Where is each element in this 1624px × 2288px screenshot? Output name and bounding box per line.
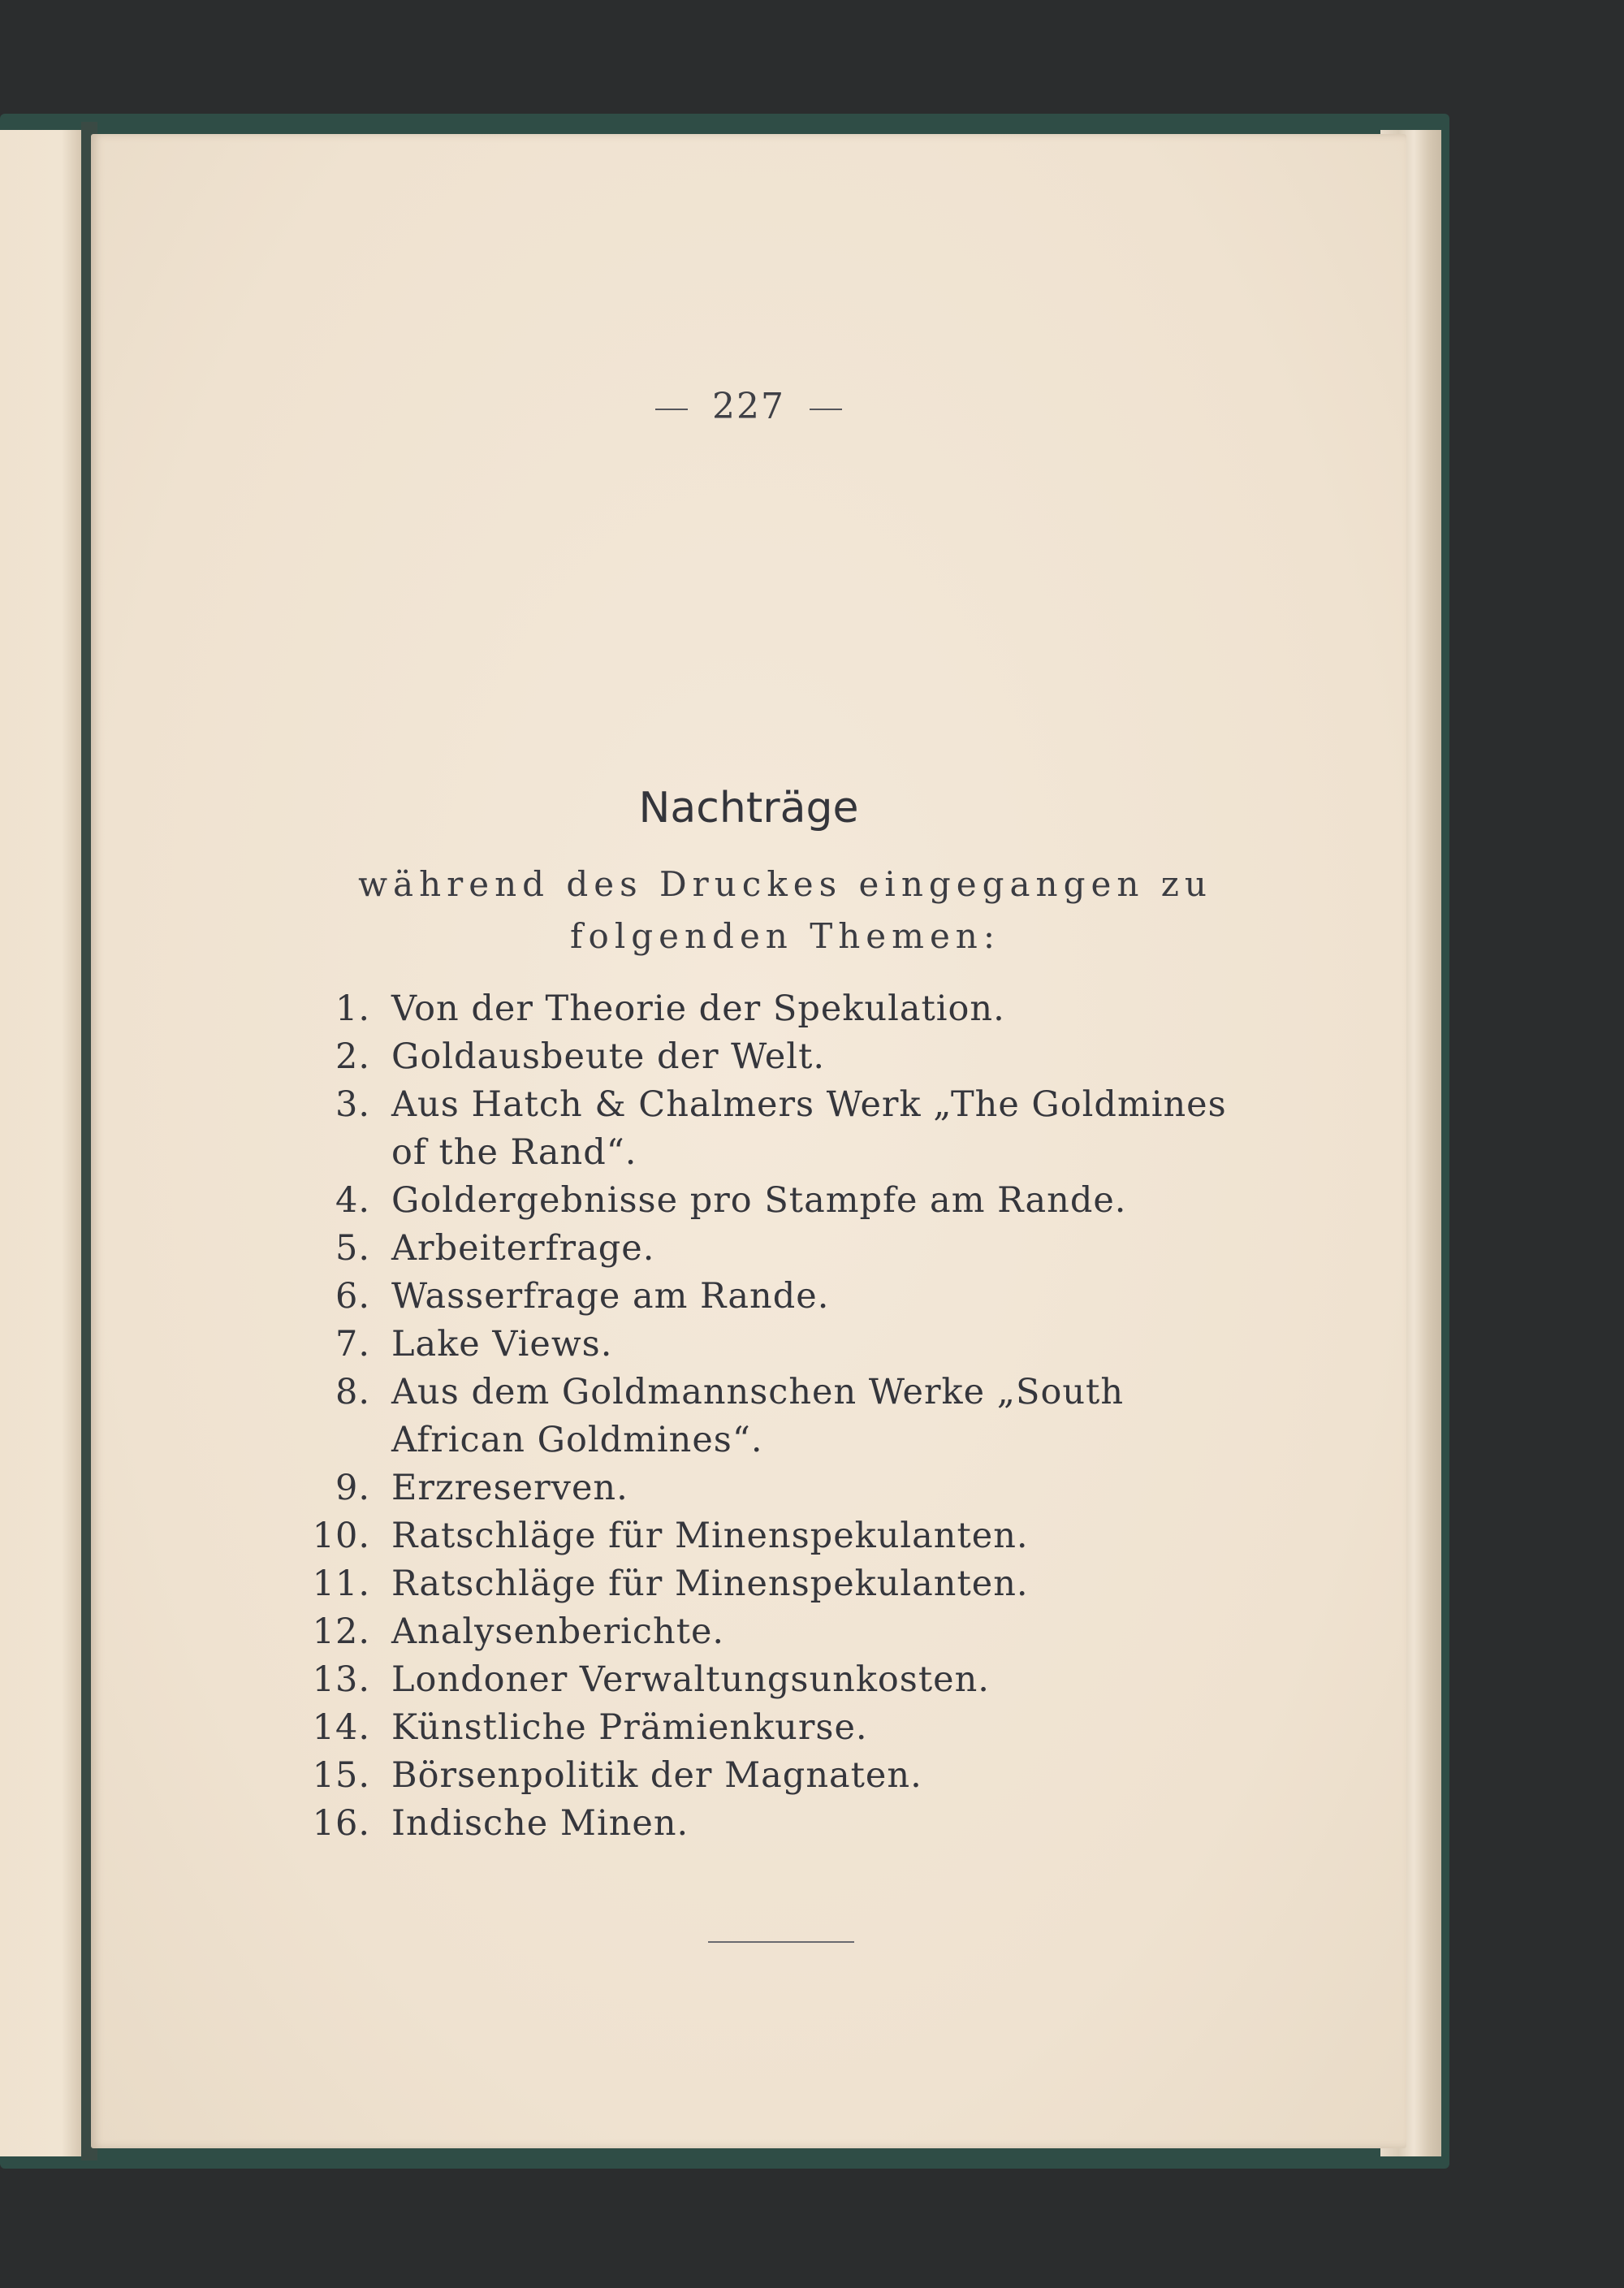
page-number — [91, 386, 1406, 427]
topic-item — [310, 1560, 1268, 1608]
topic-number: 8. — [335, 1372, 370, 1412]
page-number-dash-left — [655, 409, 688, 410]
closing-rule — [708, 1941, 854, 1943]
topic-list — [310, 985, 1268, 1848]
topic-text: Londoner Verwaltungsunkosten. — [391, 1659, 990, 1700]
topic-text: Lake Views. — [391, 1324, 613, 1365]
left-page-edge — [0, 130, 88, 2156]
topic-text: Aus Hatch & Chalmers Werk „The Goldmines of the Rand“. — [391, 1084, 1227, 1173]
section-subheading: während des Druckes eingegangen zu folgenden Themen: — [358, 864, 1212, 956]
topic-number: 6. — [335, 1276, 370, 1317]
topic-text: Börsenpolitik der Magnaten. — [391, 1755, 922, 1796]
topic-text: Ratschläge für Minenspekulanten. — [391, 1516, 1029, 1556]
topic-number: 9. — [335, 1468, 370, 1508]
topic-text: Goldergebnisse pro Stampfe am Rande. — [391, 1180, 1127, 1221]
topic-number: 15. — [312, 1755, 370, 1796]
topic-item — [310, 1800, 1268, 1848]
topic-item — [310, 1177, 1268, 1225]
topic-number: 5. — [335, 1228, 370, 1269]
topic-number: 3. — [335, 1084, 370, 1125]
topic-text: Künstliche Prämienkurse. — [391, 1707, 868, 1748]
topic-text: Arbeiterfrage. — [391, 1228, 655, 1269]
topic-item — [310, 1225, 1268, 1273]
topic-text: Aus dem Goldmannschen Werke „South African Goldmines“. — [391, 1372, 1125, 1460]
topic-number: 7. — [335, 1324, 370, 1365]
topic-number: 10. — [312, 1516, 370, 1556]
topic-text: Indische Minen. — [391, 1803, 689, 1844]
topic-item — [310, 1369, 1268, 1464]
topic-number: 4. — [335, 1180, 370, 1221]
topic-item — [310, 1752, 1268, 1800]
topic-item — [310, 1608, 1268, 1656]
book-page — [91, 134, 1406, 2148]
topic-item — [310, 1656, 1268, 1704]
topic-item — [310, 1081, 1268, 1177]
topic-item — [310, 1512, 1268, 1560]
topic-number: 1. — [335, 988, 370, 1029]
topic-number: 13. — [312, 1659, 370, 1700]
page-number-dash-right — [810, 409, 842, 410]
topic-text: Ratschläge für Minenspekulanten. — [391, 1564, 1029, 1604]
topic-item — [310, 1273, 1268, 1321]
topic-text: Wasserfrage am Rande. — [391, 1276, 830, 1317]
topic-item — [310, 1321, 1268, 1369]
topic-number: 11. — [312, 1564, 370, 1604]
topic-text: Erzreserven. — [391, 1468, 628, 1508]
section-heading: Nachträge — [638, 784, 859, 833]
topic-number: 12. — [312, 1611, 370, 1652]
topic-text: Von der Theorie der Spekulation. — [391, 988, 1005, 1029]
topic-text: Goldausbeute der Welt. — [391, 1036, 826, 1077]
topic-number: 14. — [312, 1707, 370, 1748]
topic-number: 16. — [312, 1803, 370, 1844]
topic-text: Analysenberichte. — [391, 1611, 725, 1652]
topic-item — [310, 1464, 1268, 1512]
topic-item — [310, 1033, 1268, 1081]
topic-item — [310, 1704, 1268, 1752]
page-number-value: 227 — [712, 386, 785, 427]
topic-item — [310, 985, 1268, 1033]
topic-number: 2. — [335, 1036, 370, 1077]
